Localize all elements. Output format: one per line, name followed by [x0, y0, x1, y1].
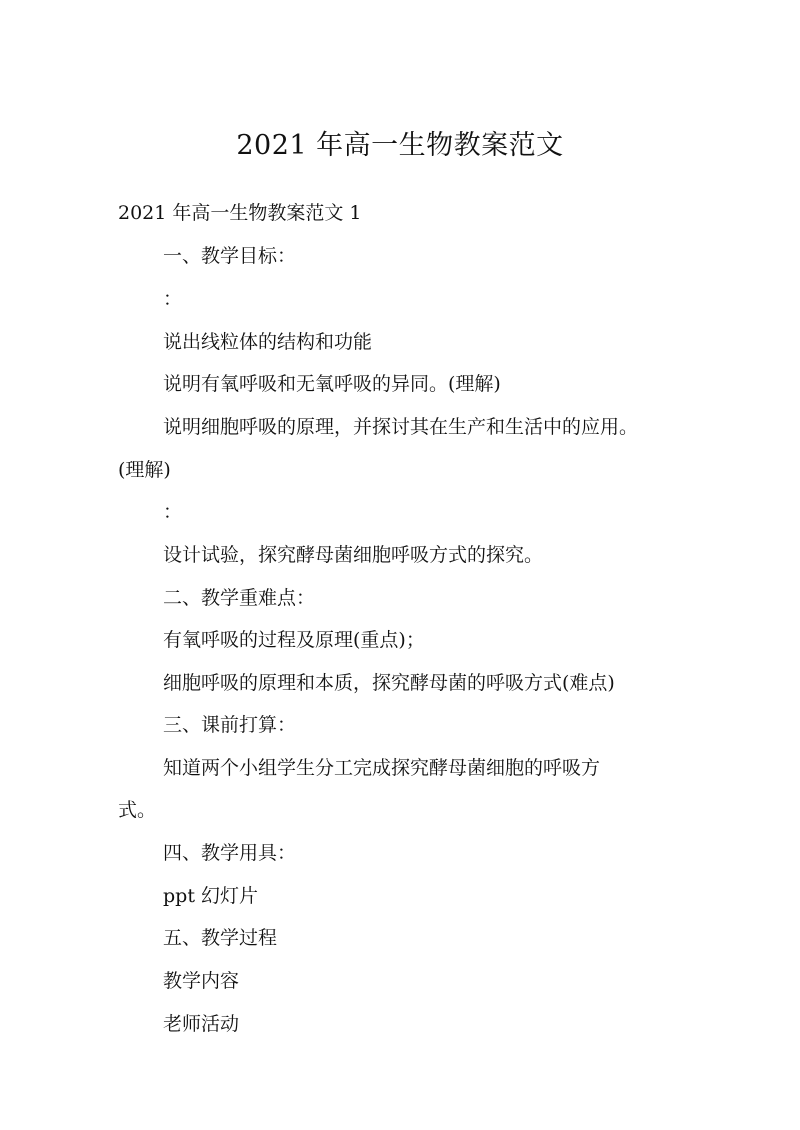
paragraph-line: ：: [163, 501, 183, 523]
paragraph-line: 四、教学用具：: [163, 842, 297, 864]
paragraph-line: 三、课前打算：: [163, 714, 297, 736]
paragraph-line: ：: [163, 288, 183, 310]
document-title: 2021 年高一生物教案范文: [236, 130, 564, 161]
paragraph-line: 老师活动: [163, 1013, 240, 1035]
paragraph-line: 教学内容: [163, 970, 240, 992]
paragraph-line: 细胞呼吸的原理和本质，探究酵母菌的呼吸方式(难点): [163, 672, 615, 694]
paragraph-line: 设计试验，探究酵母菌细胞呼吸方式的探究。: [163, 544, 544, 566]
section-heading: 2021 年高一生物教案范文 1: [118, 202, 362, 224]
paragraph-line: 说明细胞呼吸的原理，并探讨其在生产和生活中的应用。: [163, 416, 639, 438]
paragraph-line: 五、教学过程: [163, 927, 278, 949]
paragraph-line: (理解): [118, 459, 171, 481]
paragraph-line: 一、教学目标：: [163, 245, 297, 267]
paragraph-line: 二、教学重难点：: [163, 587, 316, 609]
paragraph-line: 知道两个小组学生分工完成探究酵母菌细胞的呼吸方: [163, 757, 601, 779]
paragraph-line: 有氧呼吸的过程及原理(重点)；: [163, 629, 425, 651]
paragraph-line: ppt 幻灯片: [163, 885, 259, 907]
paragraph-line: 式。: [118, 799, 157, 821]
paragraph-line: 说出线粒体的结构和功能: [163, 331, 373, 353]
paragraph-line: 说明有氧呼吸和无氧呼吸的异同。(理解): [163, 373, 501, 395]
